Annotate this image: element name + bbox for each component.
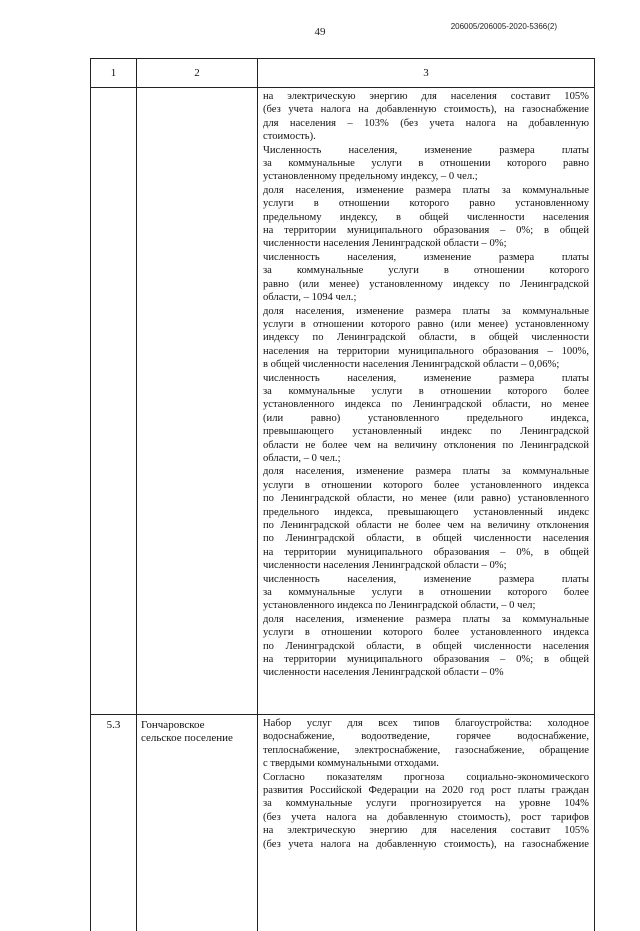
text-line: по Ленинградской области не более чем на величину отклонения [263, 519, 589, 532]
text-line: по Ленинградской области, в общей численности населения [263, 532, 589, 545]
settlement-name-cell [137, 715, 258, 931]
text-line: с твердыми коммунальными отходами. [263, 757, 589, 770]
settlement-name-cell [137, 88, 258, 715]
text-line: для населения – 103% (без учета налога на добавленную [263, 117, 589, 130]
text-line: на территории муниципального образования – 0%, в общей [263, 546, 589, 559]
table-row [91, 88, 595, 715]
text-line: области, – 0 чел.; [263, 452, 589, 465]
text-line: Согласно показателям прогноза социально-экономического [263, 771, 589, 784]
text-line: услуги в отношении которого более установленного индекса [263, 479, 589, 492]
text-line: за коммунальные услуги в отношении которого более [263, 385, 589, 398]
document-code: 206005/206005-2020-5366(2) [451, 22, 557, 31]
text-line: теплоснабжение, электроснабжение, газоснабжение, обращение [263, 744, 589, 757]
text-line: установленному предельному индексу, – 0 чел.; [263, 170, 589, 183]
text-line: равно (или менее) установленному индексу по Ленинградской [263, 278, 589, 291]
text-line: установленного индекса по Ленинградской области, но менее [263, 398, 589, 411]
text-line: (или равно) установленного предельного индекса, [263, 412, 589, 425]
text-line: индексу по Ленинградской области, в общей численности [263, 331, 589, 344]
text-line: по Ленинградской области, но менее (или равно) установленного [263, 492, 589, 505]
text-line: в общей численности населения Ленинградской области – 0,06%; [263, 358, 589, 371]
text-line: услуги в отношении которого более установленного индекса [263, 626, 589, 639]
text-line: за коммунальные услуги в отношении которого более [263, 586, 589, 599]
text-line: (без учета налога на добавленную стоимость), на газоснабжение [263, 103, 589, 116]
text-line: развития Российской Федерации на 2020 год рост платы граждан [263, 784, 589, 797]
column-header: 1 [91, 59, 137, 88]
text-line: (без учета налога на добавленную стоимость), рост тарифов [263, 811, 589, 824]
text-line: доля населения, изменение размера платы за коммунальные [263, 305, 589, 318]
row-number-cell: 5.3 [91, 715, 137, 931]
description-cell [258, 88, 595, 715]
text-line: численности населения Ленинградской области – 0%; [263, 237, 589, 250]
text-line: доля населения, изменение размера платы за коммунальные [263, 613, 589, 626]
table-header-row [91, 59, 595, 88]
text-line: водоснабжение, водоотведение, горячее водоснабжение, [263, 730, 589, 743]
tariff-table [90, 58, 595, 931]
row-number-cell [91, 88, 137, 715]
text-line: численность населения, изменение размера платы [263, 573, 589, 586]
table-row [91, 715, 595, 931]
column-header: 2 [137, 59, 258, 88]
text-line: численность населения, изменение размера платы [263, 372, 589, 385]
text-line: численность населения, изменение размера платы [263, 251, 589, 264]
text-line: за коммунальные услуги прогнозируется на уровне 104% [263, 797, 589, 810]
text-line: по Ленинградской области, в общей численности населения [263, 640, 589, 653]
settlement-name-line: Гончаровское [141, 719, 253, 732]
text-line: стоимость). [263, 130, 589, 143]
text-line: предельного индекса, превышающего установленный индекс [263, 506, 589, 519]
text-line: услуги в отношении которого равно установленному [263, 197, 589, 210]
text-line: численности населения Ленинградской области – 0% [263, 666, 589, 679]
text-line: (без учета налога на добавленную стоимость), на газоснабжение [263, 838, 589, 851]
text-line: Набор услуг для всех типов благоустройства: холодное [263, 717, 589, 730]
text-line: области не более чем на величину отклонения по Ленинградской [263, 439, 589, 452]
text-line: области, – 1094 чел.; [263, 291, 589, 304]
text-line: населения на территории муниципального образования – 100%, [263, 345, 589, 358]
text-line: за коммунальные услуги в отношении которого [263, 264, 589, 277]
text-line: на электрическую энергию для населения составит 105% [263, 824, 589, 837]
column-header: 3 [258, 59, 595, 88]
text-line: на электрическую энергию для населения составит 105% [263, 90, 589, 103]
text-line: услуги в отношении которого равно (или менее) установленному [263, 318, 589, 331]
settlement-name-line: сельское поселение [141, 732, 253, 745]
text-line: установленного индекса по Ленинградской области, – 0 чел; [263, 599, 589, 612]
page-number: 49 [0, 26, 640, 38]
text-line: на территории муниципального образования – 0%; в общей [263, 653, 589, 666]
text-line: предельному индексу, в общей численности населения [263, 211, 589, 224]
text-line: численности населения Ленинградской области – 0%; [263, 559, 589, 572]
text-line: доля населения, изменение размера платы за коммунальные [263, 184, 589, 197]
description-cell [258, 715, 595, 931]
text-line: на территории муниципального образования – 0%; в общей [263, 224, 589, 237]
text-line: доля населения, изменение размера платы за коммунальные [263, 465, 589, 478]
text-line: превышающего установленный индекс по Ленинградской [263, 425, 589, 438]
text-line: Численность населения, изменение размера платы [263, 144, 589, 157]
text-line: за коммунальные услуги в отношении которого равно [263, 157, 589, 170]
